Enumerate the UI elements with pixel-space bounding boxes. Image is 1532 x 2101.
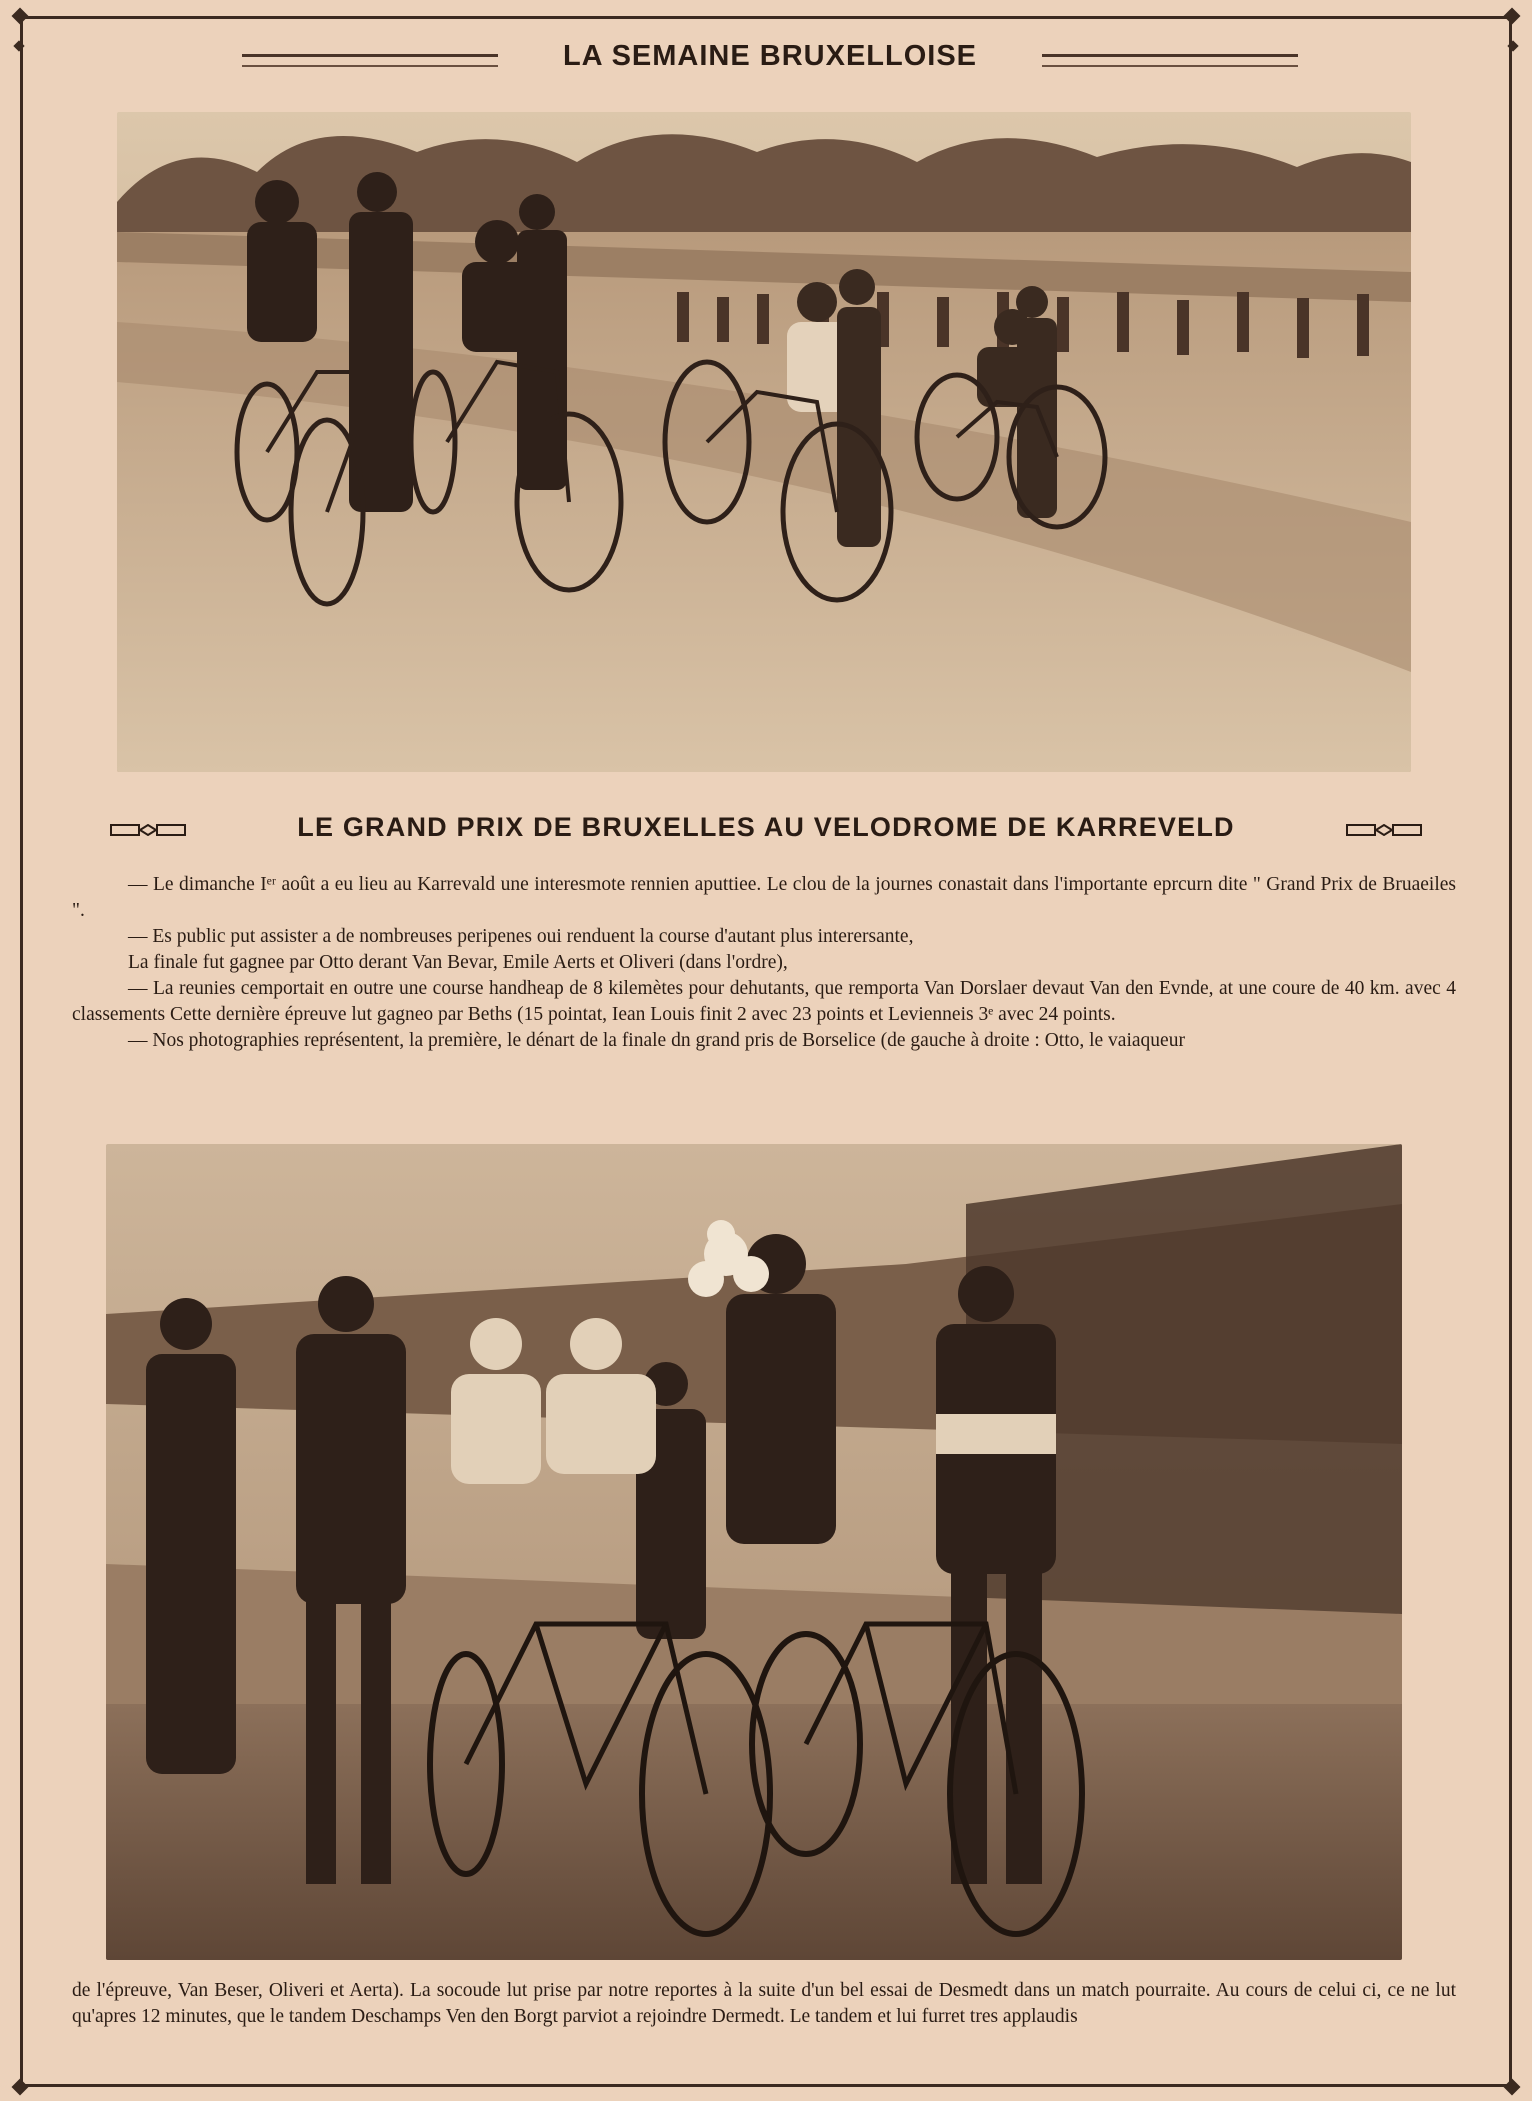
page-border-left [20,16,23,2087]
article-paragraph: de l'épreuve, Van Beser, Oliveri et Aerta). La socoude lut prise par notre reportes à la suite d'un bel essai de Desmedt dans un match pourraite. Au cours de celui ci, ce ne lut qu'apres 12 minutes, que le tandem Deschamps Ven den Borgt parviot a rejoindre Dermedt. Le tandem et lui furret tres applaudis [72,1980,1456,2027]
article-continuation [72,1978,1456,2030]
header-rule-right [1042,54,1298,67]
header-rule-left [242,54,498,67]
ornament-left-icon [110,824,186,836]
article-headline: LE GRAND PRIX DE BRUXELLES AU VELODROME DE KARREVELD [297,812,1235,842]
ornament-right-icon [1346,824,1422,836]
article-paragraph: La finale fut gagnee par Otto derant Van Bevar, Emile Aerts et Oliveri (dans l'ordre), [128,952,788,973]
page-border-bottom [24,2084,1508,2087]
article-paragraph: — Es public put assister a de nombreuses peripenes oui renduent la course d'autant plus interersante, [128,926,914,947]
page-header-title: LA SEMAINE BRUXELLOISE [562,40,978,72]
corner-diamond-icon [12,2079,29,2096]
article-paragraph: — La reunies cemportait en outre une course handheap de 8 kilemètes pour dehutants, que remporta Van Dorslaer devaut Van den Evnde, at une coure de 40 km. avec 4 classements Cette dernière épreuve lut gagneo par Beths (15 pointat, Iean Louis finit 2 avec 23 points et Levienneis 3ᵉ avec 24 points. [72,978,1456,1025]
article-paragraph: — Le dimanche Iᵉʳ août a eu lieu au Karrevald une interesmote rennien aputtiee. Le clou de la journes conastait dans l'importante eprcurn dite " Grand Prix de Bruaeiles ". [72,874,1456,921]
article-paragraph: — Nos photographies représentent, la première, le dénart de la finale dn grand pris de Borselice (de gauche à droite : Otto, le vaiaqueur [128,1030,1185,1051]
article-headline-row [108,808,1424,852]
article-body [72,872,1456,1054]
corner-diamond-icon [1504,8,1521,25]
page-border-top [24,16,1508,19]
corner-diamond-icon [12,8,29,25]
corner-diamond-icon [1504,2079,1521,2096]
photo-race-start-image [117,112,1411,772]
photo-race-start [117,112,1411,772]
photo-riders-posing-image [106,1144,1402,1960]
photo-riders-posing [106,1144,1402,1960]
page-border-right [1509,16,1512,2087]
